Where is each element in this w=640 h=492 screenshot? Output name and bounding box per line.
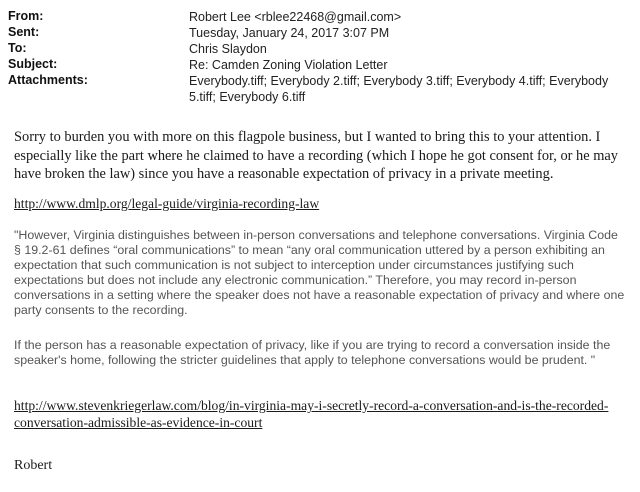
attachments-label: Attachments: xyxy=(8,73,88,87)
to-label: To: xyxy=(8,41,27,55)
subject-label: Subject: xyxy=(8,57,58,71)
attachments-value: Everybody.tiff; Everybody 2.tiff; Everybody 3.tiff; Everybody 4.tiff; Everybody 5.tiff; Everybody 6.tiff xyxy=(189,74,609,104)
quoted-paragraph-2: If the person has a reasonable expectation of privacy, like if you are trying to record a conversation inside the speaker's home, following the stricter guidelines that apply to telephone conversations would be prudent. " xyxy=(14,338,611,367)
from-value: Robert Lee <rblee22468@gmail.com> xyxy=(189,10,402,24)
stevenkrieger-link[interactable]: http://www.stevenkriegerlaw.com/blog/in-virginia-may-i-secretly-record-a-conversation-and-is-the-recorded-conversation-admissible-as-evidence-in-court xyxy=(14,398,609,430)
subject-value: Re: Camden Zoning Violation Letter xyxy=(189,58,388,72)
dmlp-link[interactable]: http://www.dmlp.org/legal-guide/virginia-recording-law xyxy=(14,196,320,211)
from-label: From: xyxy=(8,9,44,23)
to-value: Chris Slaydon xyxy=(189,42,267,56)
sent-value: Tuesday, January 24, 2017 3:07 PM xyxy=(189,26,390,40)
quoted-paragraph-1: "However, Virginia distinguishes between in-person conversations and telephone conversations. Virginia Code § 19.2-61 defines “oral communications” to mean “any oral communication uttered by a person exhibiting an expectation that such communication is not subject to interception under circumstances justifying such expectations but does not include any electronic communication.” Therefore, you may record in-person conversations in a setting where the speaker does not have a reasonable expectation of privacy and where one party consents to the recording. xyxy=(14,228,625,317)
intro-paragraph: Sorry to burden you with more on this flagpole business, but I wanted to bring this to your attention. I especially like the part where he claimed to have a recording (which I hope he got consent for, or he may have broken the law) since you have a reasonable expectation of privacy in a private meeting. xyxy=(14,129,618,182)
signature: Robert xyxy=(14,458,53,473)
sent-label: Sent: xyxy=(8,25,40,39)
